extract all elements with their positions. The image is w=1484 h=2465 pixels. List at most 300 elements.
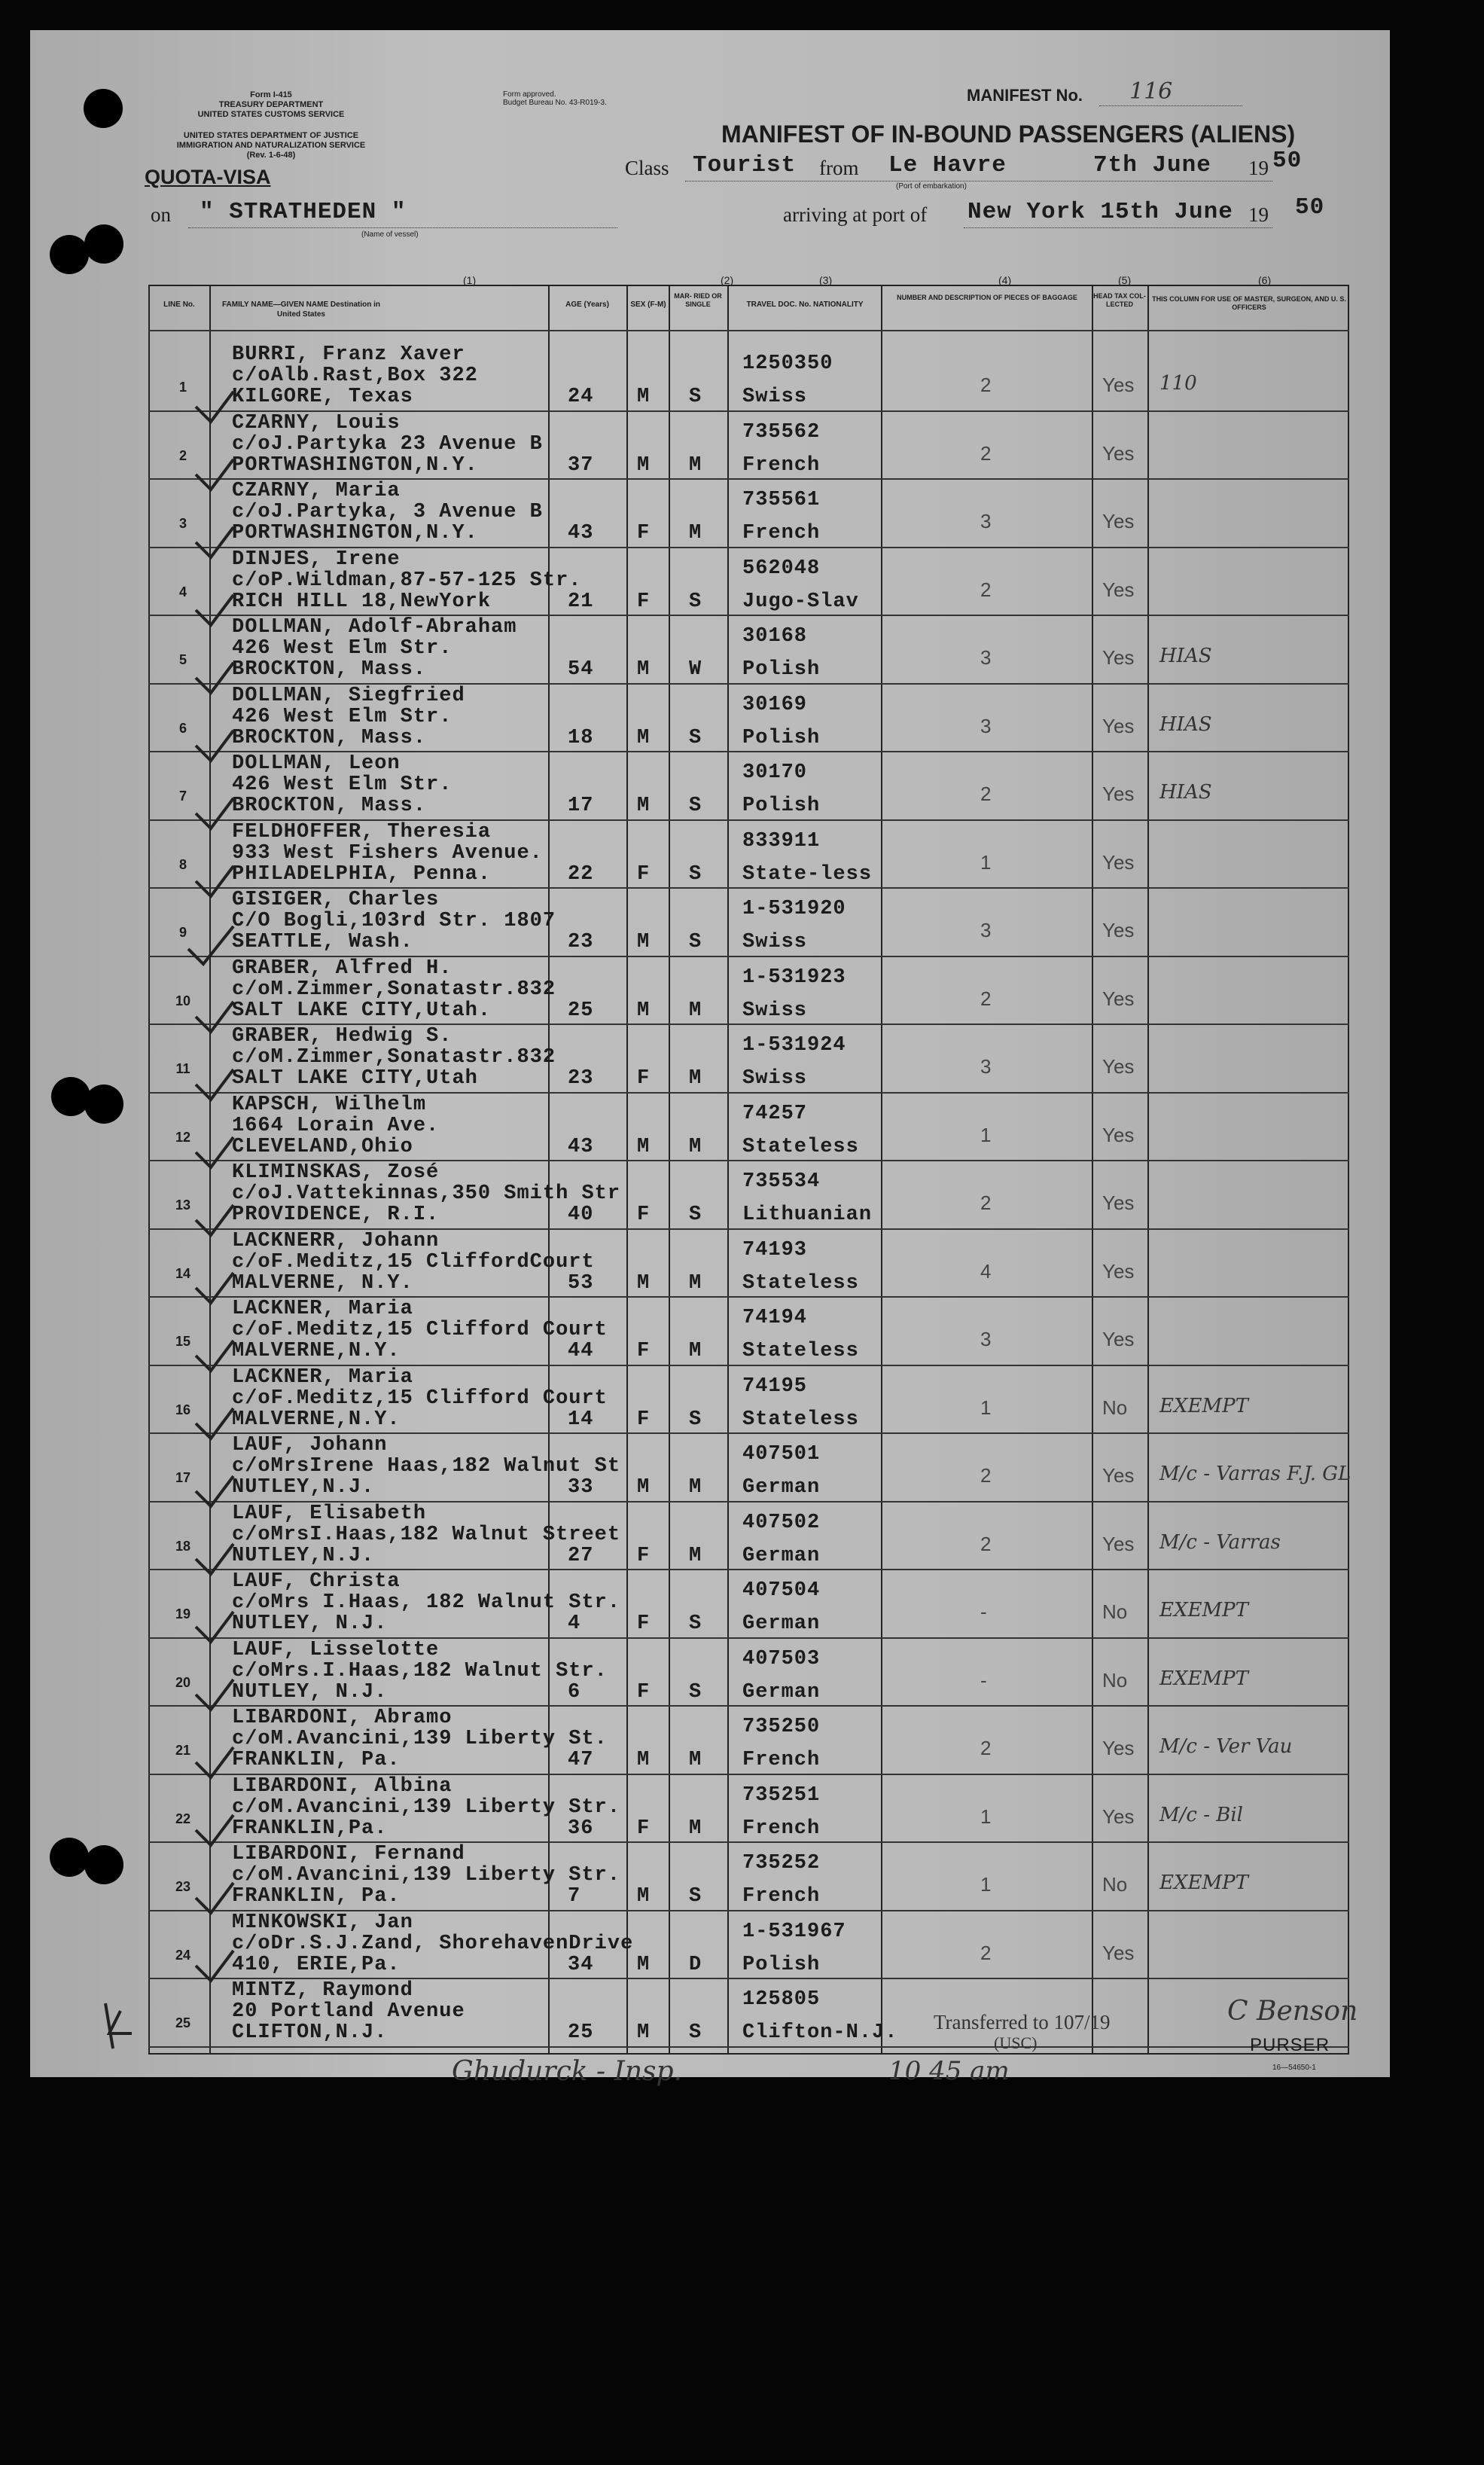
marital-status: S — [689, 1680, 702, 1704]
marital-status: M — [689, 1749, 702, 1771]
revision-date: (Rev. 1-6-48) — [246, 151, 296, 160]
passenger-age: 40 — [568, 1204, 594, 1226]
passenger-address: 426 West Elm Str. — [232, 773, 453, 796]
travel-document: 74194 — [742, 1307, 808, 1329]
passenger-destination: 410, ERIE,Pa. — [232, 1953, 401, 1976]
officer-remark: M/c - Bil — [1159, 1803, 1243, 1826]
passenger-destination: KILGORE, Texas — [232, 386, 413, 408]
passenger-name: DOLLMAN, Adolf-Abraham — [232, 616, 517, 639]
marital-status: S — [689, 386, 702, 408]
baggage-count: 1 — [980, 1123, 992, 1146]
officer-remark: HIAS — [1159, 645, 1212, 667]
passenger-destination: MALVERNE,N.Y. — [232, 1408, 401, 1431]
passenger-name: DINJES, Irene — [232, 548, 401, 571]
head-tax: Yes — [1102, 1805, 1135, 1828]
nationality: Polish — [742, 1953, 821, 1976]
passenger-sex: F — [637, 1680, 651, 1704]
line-number: 1 — [178, 380, 187, 395]
print-code: 16—54650-1 — [1272, 2064, 1316, 2072]
travel-document: 735561 — [742, 489, 821, 511]
line-number: 22 — [175, 1811, 191, 1826]
col-header-age: AGE (Years) — [565, 300, 609, 309]
nationality: Jugo-Slav — [742, 590, 859, 613]
class-label: Class — [625, 157, 669, 179]
passenger-address: c/oMrs.I.Haas,182 Walnut Str. — [232, 1659, 608, 1682]
passenger-destination: PORTWASHINGTON,N.Y. — [232, 522, 478, 545]
year-prefix-2: 19 — [1248, 203, 1269, 226]
head-tax: Yes — [1102, 987, 1135, 1010]
passenger-name: MINKOWSKI, Jan — [232, 1911, 413, 1934]
col-header-travel: TRAVEL DOC. No. NATIONALITY — [746, 300, 864, 309]
form-number: Form I-415 — [250, 90, 292, 99]
baggage-count: 2 — [980, 1532, 992, 1555]
head-tax: Yes — [1102, 1941, 1135, 1964]
passenger-sex: M — [637, 795, 651, 817]
officer-remark: M/c - Ver Vau — [1159, 1735, 1293, 1758]
col-header-tax: HEAD TAX COL- LECTED — [1093, 292, 1146, 308]
nationality: German — [742, 1476, 821, 1499]
passenger-age: 17 — [568, 795, 594, 817]
line-number: 11 — [175, 1061, 190, 1076]
passenger-sex: F — [637, 1067, 651, 1090]
marital-status: M — [689, 1476, 702, 1499]
passenger-name: LAUF, Johann — [232, 1434, 388, 1457]
travel-document: 735562 — [742, 420, 821, 444]
baggage-count: 2 — [980, 1737, 992, 1759]
passenger-name: FELDHOFFER, Theresia — [232, 820, 492, 844]
head-tax: Yes — [1102, 646, 1135, 669]
passenger-name: LIBARDONI, Fernand — [232, 1843, 465, 1866]
passenger-sex: M — [637, 1749, 651, 1771]
marital-status: D — [689, 1953, 702, 1976]
head-tax: Yes — [1102, 1123, 1135, 1146]
binder-hole — [51, 1077, 90, 1116]
head-tax: No — [1102, 1873, 1128, 1896]
passenger-address: c/oF.Meditz,15 CliffordCourt — [232, 1250, 595, 1274]
passenger-sex: M — [637, 1476, 651, 1499]
travel-document: 74195 — [742, 1374, 808, 1398]
passenger-sex: F — [637, 862, 651, 886]
passenger-sex: F — [637, 1204, 651, 1226]
passenger-sex: F — [637, 522, 651, 545]
marital-status: S — [689, 590, 702, 613]
baggage-count: 2 — [980, 578, 992, 601]
baggage-count: 2 — [980, 987, 992, 1010]
passenger-sex: F — [637, 1612, 651, 1635]
passenger-age: 44 — [568, 1340, 594, 1362]
travel-document: 1-531967 — [742, 1920, 846, 1943]
passenger-destination: FRANKLIN, Pa. — [232, 1749, 401, 1771]
nationality: Swiss — [742, 931, 808, 953]
passenger-destination: SALT LAKE CITY,Utah. — [232, 999, 492, 1022]
col-number-6: (6) — [1258, 274, 1272, 286]
col-header-officers: THIS COLUMN FOR USE OF MASTER, SURGEON, AND U. S. OFFICERS — [1152, 295, 1346, 311]
passenger-destination: FRANKLIN, Pa. — [232, 1885, 401, 1908]
marital-status: M — [689, 522, 702, 545]
passenger-name: BURRI, Franz Xaver — [232, 343, 465, 366]
passenger-sex: M — [637, 1953, 651, 1976]
marital-status: M — [689, 1544, 702, 1567]
nationality: German — [742, 1544, 821, 1567]
passenger-address: C/O Bogli,103rd Str. 1807 — [232, 910, 556, 932]
passenger-address: 20 Portland Avenue — [232, 2000, 465, 2023]
marital-status: S — [689, 931, 702, 953]
embarkation-caption: (Port of embarkation) — [896, 182, 967, 191]
head-tax: Yes — [1102, 850, 1135, 874]
passenger-age: 27 — [568, 1544, 594, 1567]
line-number: 25 — [175, 2015, 191, 2030]
nationality: German — [742, 1612, 821, 1635]
nationality: French — [742, 453, 821, 477]
head-tax: Yes — [1102, 1328, 1135, 1350]
passenger-address: c/oMrsIrene Haas,182 Walnut St — [232, 1455, 621, 1478]
passenger-sex: M — [637, 453, 651, 477]
travel-document: 30168 — [742, 625, 808, 648]
line-number: 7 — [178, 789, 187, 804]
passenger-age: 36 — [568, 1817, 594, 1840]
passenger-age: 37 — [568, 453, 594, 477]
passenger-address: c/oM.Avancini,139 Liberty Str. — [232, 1864, 621, 1887]
passenger-address: c/oM.Avancini,139 Liberty Str. — [232, 1795, 621, 1819]
officer-remark: EXEMPT — [1159, 1394, 1248, 1417]
baggage-count: 2 — [980, 783, 992, 805]
passenger-address: c/oJ.Partyka, 3 Avenue B — [232, 501, 543, 523]
marital-status: M — [689, 1271, 702, 1295]
passenger-age: 14 — [568, 1408, 594, 1431]
passenger-destination: NUTLEY,N.J. — [232, 1544, 375, 1567]
passenger-address: c/oMrs I.Haas, 182 Walnut Str. — [232, 1591, 621, 1614]
passenger-name: CZARNY, Maria — [232, 480, 401, 502]
form-approved: Form approved. Budget Bureau No. 43-R019-3. — [503, 90, 607, 107]
line-number: 20 — [175, 1674, 191, 1690]
marital-status: M — [689, 1340, 702, 1362]
head-tax: Yes — [1102, 374, 1135, 396]
passenger-name: LAUF, Lisselotte — [232, 1638, 440, 1661]
passenger-sex: F — [637, 1817, 651, 1840]
travel-document: 30169 — [742, 693, 808, 716]
passenger-sex: M — [637, 386, 651, 408]
baggage-count: 1 — [980, 850, 992, 874]
class-value: Tourist — [693, 152, 797, 178]
passenger-destination: CLEVELAND,Ohio — [232, 1135, 413, 1158]
arriving-label: arriving at port of — [783, 203, 928, 226]
manifest-number: 116 — [1129, 78, 1173, 105]
passenger-destination: NUTLEY,N.J. — [232, 1476, 375, 1499]
passenger-destination: NUTLEY, N.J. — [232, 1612, 388, 1635]
baggage-count: 2 — [980, 374, 992, 396]
on-label: on — [151, 203, 171, 226]
nationality: Stateless — [742, 1340, 859, 1362]
travel-document: 735250 — [742, 1716, 821, 1738]
col-header-line: LINE No. — [163, 300, 195, 309]
passenger-age: 22 — [568, 862, 594, 886]
passenger-name: DOLLMAN, Siegfried — [232, 684, 465, 707]
form-header-justice — [143, 131, 399, 160]
travel-document: 407503 — [742, 1647, 821, 1670]
passenger-destination: BROCKTON, Mass. — [232, 658, 427, 681]
line-number: 13 — [175, 1197, 191, 1213]
usc-note: (USC) — [994, 2033, 1038, 2052]
binder-hole — [50, 235, 89, 274]
baggage-count: 2 — [980, 1941, 992, 1964]
quota-visa: QUOTA-VISA — [145, 166, 271, 188]
passenger-destination: SALT LAKE CITY,Utah — [232, 1067, 478, 1090]
passenger-age: 53 — [568, 1271, 594, 1295]
inspector-signature: Ghudurck - Insp. — [452, 2056, 682, 2087]
baggage-count: - — [980, 1668, 987, 1692]
officer-remark: 110 — [1159, 372, 1197, 395]
immigration-service: IMMIGRATION AND NATURALIZATION SERVICE — [176, 141, 366, 150]
passenger-sex: M — [637, 726, 651, 749]
binder-hole — [50, 1838, 89, 1877]
passenger-sex: M — [637, 1135, 651, 1158]
nationality: Stateless — [742, 1135, 859, 1158]
passenger-address: c/oDr.S.J.Zand, ShorehavenDrive — [232, 1932, 634, 1955]
baggage-count: 2 — [980, 1191, 992, 1214]
passenger-age: 43 — [568, 522, 594, 545]
binder-hole — [84, 224, 123, 264]
marital-status: M — [689, 1067, 702, 1090]
head-tax: Yes — [1102, 578, 1135, 601]
passenger-age: 33 — [568, 1476, 594, 1499]
line-number: 23 — [175, 1879, 191, 1894]
line-number: 8 — [178, 856, 187, 872]
col-number-1: (1) — [463, 274, 477, 286]
travel-document: 74193 — [742, 1238, 808, 1261]
passenger-address: 933 West Fishers Avenue. — [232, 841, 543, 865]
row-divider — [148, 2046, 1349, 2048]
head-tax: Yes — [1102, 783, 1135, 805]
nationality: Clifton-N.J. — [742, 2021, 898, 2044]
travel-document: 735252 — [742, 1852, 821, 1875]
line-number: 5 — [178, 652, 187, 667]
vessel-name: " STRATHEDEN " — [200, 199, 407, 225]
col-number-5: (5) — [1118, 274, 1132, 286]
passenger-address: 426 West Elm Str. — [232, 705, 453, 728]
inspection-time: 10 45 am — [888, 2056, 1010, 2086]
passenger-address: c/oAlb.Rast,Box 322 — [232, 365, 478, 387]
passenger-name: KLIMINSKAS, Zosé — [232, 1161, 440, 1184]
passenger-age: 4 — [568, 1612, 581, 1635]
passenger-address: 426 West Elm Str. — [232, 637, 453, 660]
passenger-destination: FRANKLIN,Pa. — [232, 1817, 388, 1840]
passenger-name: GRABER, Alfred H. — [232, 956, 453, 980]
marital-status: M — [689, 999, 702, 1022]
passenger-address: c/oP.Wildman,87-57-125 Str. — [232, 569, 582, 592]
form-header-left — [173, 90, 369, 120]
passenger-address: 1664 Lorain Ave. — [232, 1114, 440, 1137]
nationality: Lithuanian — [742, 1204, 873, 1226]
col-header-baggage: NUMBER AND DESCRIPTION OF PIECES OF BAGGAGE — [897, 294, 1077, 301]
travel-document: 30170 — [742, 761, 808, 784]
col-header-name: FAMILY NAME—GIVEN NAME Destination in United States — [221, 300, 381, 319]
line-number: 14 — [175, 1265, 191, 1281]
head-tax: Yes — [1102, 1259, 1135, 1283]
travel-document: 407501 — [742, 1443, 821, 1466]
col-number-3: (3) — [819, 274, 833, 286]
passenger-age: 7 — [568, 1885, 581, 1908]
officer-remark: EXEMPT — [1159, 1667, 1248, 1690]
passenger-name: GISIGER, Charles — [232, 889, 440, 911]
passenger-age: 25 — [568, 999, 594, 1022]
passenger-name: LAUF, Christa — [232, 1570, 401, 1593]
marital-status: M — [689, 1135, 702, 1158]
transferred-note: Transferred to 107/19 — [934, 2011, 1111, 2033]
passenger-destination: PHILADELPHIA, Penna. — [232, 862, 492, 886]
passenger-destination: NUTLEY, N.J. — [232, 1680, 388, 1704]
nationality: Polish — [742, 795, 821, 817]
head-tax: Yes — [1102, 1464, 1135, 1487]
baggage-count: 3 — [980, 510, 992, 532]
passenger-address: c/oF.Meditz,15 Clifford Court — [232, 1387, 608, 1410]
baggage-count: 1 — [980, 1873, 992, 1896]
travel-document: 407502 — [742, 1511, 821, 1534]
manifest-title: MANIFEST OF IN-BOUND PASSENGERS (ALIENS) — [721, 121, 1296, 148]
line-number: 16 — [175, 1402, 191, 1417]
passenger-name: DOLLMAN, Leon — [232, 752, 401, 775]
head-tax: Yes — [1102, 919, 1135, 941]
head-tax: No — [1102, 1668, 1128, 1692]
head-tax: No — [1102, 1396, 1128, 1419]
passenger-sex: F — [637, 590, 651, 613]
passenger-sex: M — [637, 931, 651, 953]
nationality: German — [742, 1680, 821, 1704]
travel-document: 407504 — [742, 1579, 821, 1602]
arrival-port-date: New York 15th June — [967, 199, 1233, 225]
travel-document: 1-531920 — [742, 898, 846, 920]
passenger-name: MINTZ, Raymond — [232, 1979, 413, 2002]
head-tax: Yes — [1102, 1055, 1135, 1078]
passenger-address: c/oJ.Partyka 23 Avenue B — [232, 432, 543, 456]
passenger-address: c/oM.Zimmer,Sonatastr.832 — [232, 1046, 556, 1069]
travel-document: 74257 — [742, 1102, 808, 1125]
passenger-age: 47 — [568, 1749, 594, 1771]
passenger-age: 24 — [568, 386, 594, 408]
marital-status: M — [689, 453, 702, 477]
customs-service: UNITED STATES CUSTOMS SERVICE — [197, 110, 345, 119]
binder-hole — [84, 89, 123, 128]
passenger-name: CZARNY, Louis — [232, 411, 401, 435]
passenger-address: c/oM.Avancini,139 Liberty St. — [232, 1728, 608, 1750]
marital-status: S — [689, 1204, 702, 1226]
officer-remark: M/c - Varras F.J. GL — [1159, 1463, 1351, 1485]
passenger-destination: PROVIDENCE, R.I. — [232, 1204, 440, 1226]
marital-status: M — [689, 1817, 702, 1840]
passenger-name: GRABER, Hedwig S. — [232, 1025, 453, 1048]
nationality: Swiss — [742, 999, 808, 1022]
manifest-sheet — [30, 30, 1390, 2087]
travel-document: 735534 — [742, 1170, 821, 1193]
head-tax: Yes — [1102, 1532, 1135, 1555]
marital-status: W — [689, 658, 702, 681]
travel-document: 833911 — [742, 829, 821, 853]
passenger-name: LAUF, Elisabeth — [232, 1502, 427, 1525]
officer-remark: EXEMPT — [1159, 1599, 1248, 1621]
head-tax: Yes — [1102, 510, 1135, 532]
baggage-count: 4 — [980, 1259, 992, 1283]
passenger-age: 23 — [568, 931, 594, 953]
passenger-destination: RICH HILL 18,NewYork — [232, 590, 492, 613]
passenger-sex: M — [637, 999, 651, 1022]
line-number: 2 — [178, 447, 187, 463]
line-number: 17 — [175, 1470, 191, 1485]
nationality: French — [742, 1749, 821, 1771]
nationality: Swiss — [742, 386, 808, 408]
marital-status: S — [689, 795, 702, 817]
marital-status: S — [689, 1408, 702, 1431]
passenger-name: LIBARDONI, Abramo — [232, 1707, 453, 1729]
officer-remark: HIAS — [1159, 712, 1212, 736]
officer-remark: HIAS — [1159, 781, 1212, 804]
baggage-count: 2 — [980, 441, 992, 465]
officer-remark: EXEMPT — [1159, 1872, 1248, 1894]
passenger-name: LIBARDONI, Albina — [232, 1774, 453, 1798]
passenger-sex: M — [637, 658, 651, 681]
passenger-address: c/oMrsI.Haas,182 Walnut Street — [232, 1523, 621, 1546]
head-tax: Yes — [1102, 714, 1135, 737]
justice-dept: UNITED STATES DEPARTMENT OF JUSTICE — [183, 131, 359, 140]
col-number-2: (2) — [721, 274, 734, 286]
baggage-count: 3 — [980, 1055, 992, 1078]
purser-signature: C Benson — [1227, 1996, 1358, 2027]
check-marks — [90, 316, 241, 2064]
travel-document: 735251 — [742, 1783, 821, 1807]
baggage-count: 1 — [980, 1396, 992, 1419]
passenger-sex: F — [637, 1408, 651, 1431]
passenger-address: c/oF.Meditz,15 Clifford Court — [232, 1319, 608, 1341]
passenger-sex: F — [637, 1544, 651, 1567]
nationality: Polish — [742, 726, 821, 749]
passenger-destination: MALVERNE, N.Y. — [232, 1271, 413, 1295]
line-number: 6 — [178, 720, 187, 736]
baggage-count: 2 — [980, 1464, 992, 1487]
arrival-year: 50 — [1295, 194, 1325, 221]
travel-document: 125805 — [742, 1988, 821, 2011]
passenger-age: 54 — [568, 658, 594, 681]
nationality: Stateless — [742, 1271, 859, 1295]
year-prefix: 19 — [1248, 157, 1269, 179]
passenger-sex: M — [637, 1885, 651, 1908]
passenger-destination: MALVERNE,N.Y. — [232, 1340, 401, 1362]
nationality: French — [742, 522, 821, 545]
marital-status: S — [689, 726, 702, 749]
passenger-age: 23 — [568, 1067, 594, 1090]
col-header-sex: SEX (F-M) — [630, 300, 666, 309]
passenger-sex: M — [637, 2021, 651, 2044]
passenger-name: KAPSCH, Wilhelm — [232, 1093, 427, 1116]
line-number: 24 — [175, 1947, 191, 1963]
passenger-name: LACKNER, Maria — [232, 1365, 413, 1389]
marital-status: S — [689, 1612, 702, 1635]
passenger-address: c/oM.Zimmer,Sonatastr.832 — [232, 978, 556, 1001]
col-header-married: MAR- RIED OR SINGLE — [674, 292, 722, 308]
baggage-count: 1 — [980, 1805, 992, 1828]
line-number: 12 — [175, 1129, 191, 1145]
head-tax: Yes — [1102, 441, 1135, 465]
head-tax: No — [1102, 1600, 1128, 1623]
departure-year: 50 — [1272, 148, 1303, 174]
head-tax: Yes — [1102, 1191, 1135, 1214]
nationality: Swiss — [742, 1067, 808, 1090]
travel-document: 1-531924 — [742, 1034, 846, 1057]
marital-status: S — [689, 1885, 702, 1908]
passenger-age: 21 — [568, 590, 594, 613]
baggage-count: - — [980, 1600, 987, 1623]
marital-status: S — [689, 862, 702, 886]
baggage-count: 3 — [980, 714, 992, 737]
nationality: Polish — [742, 658, 821, 681]
line-number: 3 — [178, 516, 187, 531]
